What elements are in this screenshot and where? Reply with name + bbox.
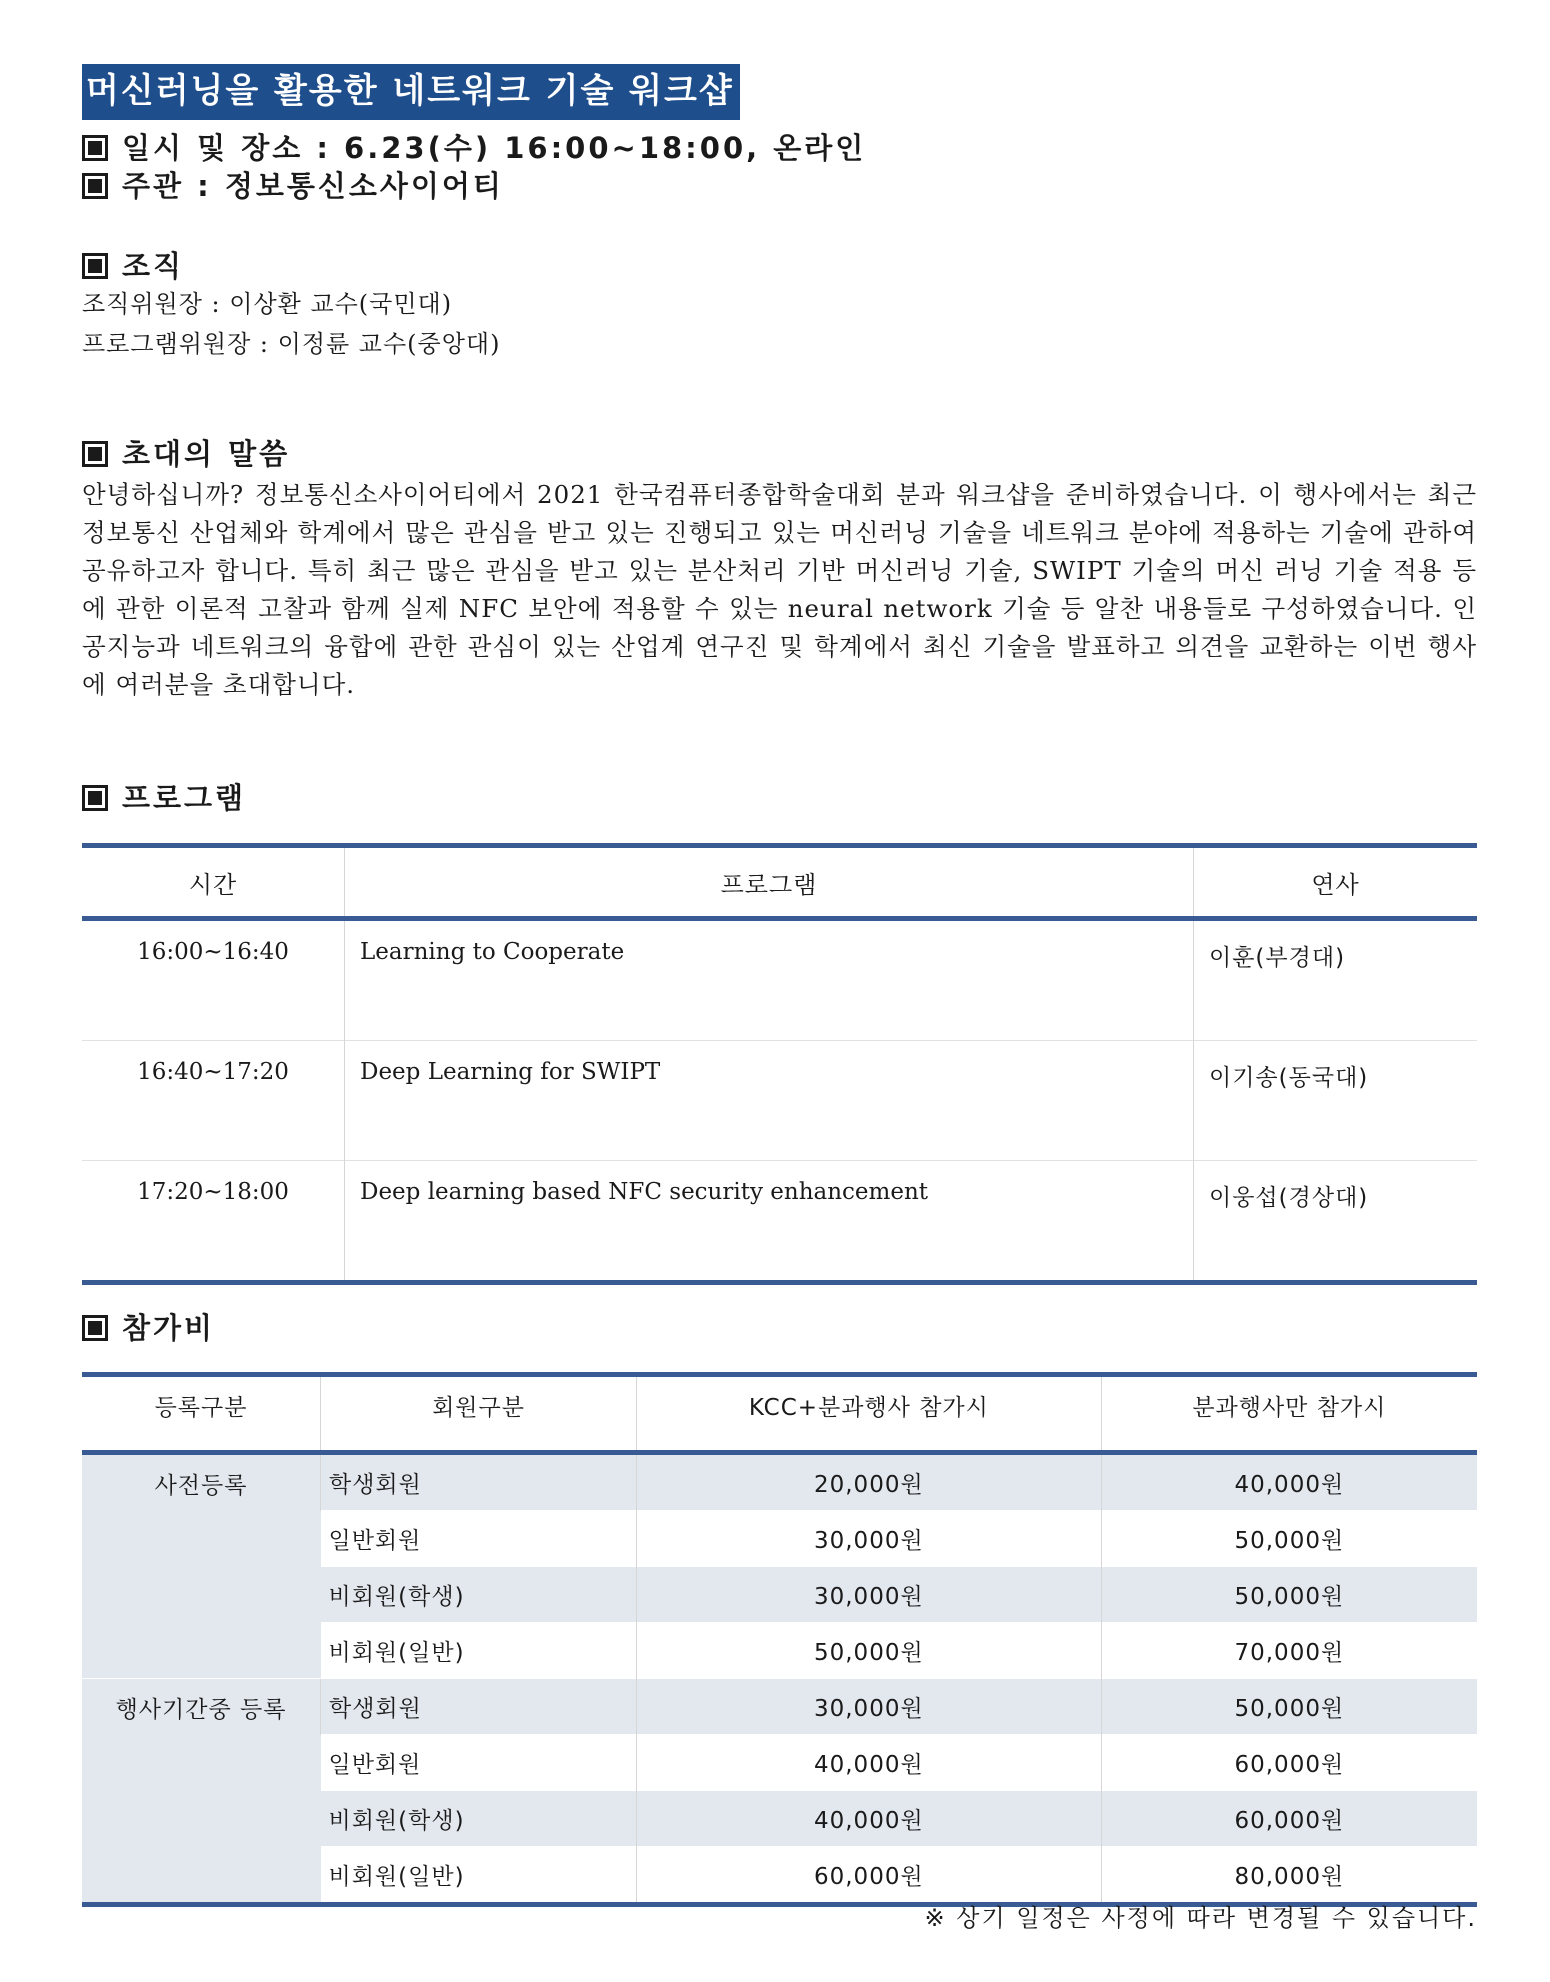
program-chair: 프로그램위원장 : 이정륜 교수(중앙대) [82, 330, 501, 358]
session-title: Learning to Cooperate [345, 919, 1194, 1041]
fees-header-row [82, 1375, 1477, 1453]
organization-heading [82, 246, 184, 286]
fees-header-registration: 등록구분 [82, 1375, 321, 1453]
fee-kcc: 50,000원 [637, 1623, 1102, 1679]
fees-header-only: 분과행사만 참가시 [1101, 1375, 1477, 1453]
program-header-time: 시간 [82, 846, 345, 919]
square-bullet-icon [82, 1315, 108, 1341]
square-bullet-icon [82, 135, 108, 161]
fees-heading [82, 1308, 215, 1348]
member-type: 일반회원 [321, 1735, 637, 1791]
invitation-text: 안녕하십니까? 정보통신소사이어티에서 2021 한국컴퓨터종합학술대회 분과 워크샵을 준비하였습니다. 이 행사에서는 최근 정보통신 산업체와 학계에서 많은 관심을 받고 있는 진행되고 있는 머신러닝 기술을 네트워크 분야에 적용하는 기술에 관하여 공유하고자 합니다. 특히 최근 많은 관심을 받고 있는 분산처리 기반 머신러닝 기술, SWIPT 기술의 머신 러닝 기술 적용 등에 관한 이론적 고찰과 함께 실제 NFC 보안에 적용할 수 있는 neural network 기술 등 알찬 내용들로 구성하였습니다. 인공지능과 네트워크의 융합에 관한 관심이 있는 산업계 연구진 및 학계에서 최신 기술을 발표하고 의견을 교환하는 이번 행사에 여러분을 초대합니다. [82, 480, 1477, 699]
fee-only: 60,000원 [1101, 1791, 1477, 1847]
fee-only: 60,000원 [1101, 1735, 1477, 1791]
fee-kcc: 60,000원 [637, 1847, 1102, 1905]
member-type: 학생회원 [321, 1679, 637, 1735]
fee-only: 40,000원 [1101, 1453, 1477, 1511]
square-bullet-icon [82, 785, 108, 811]
fee-kcc: 40,000원 [637, 1791, 1102, 1847]
host-heading [82, 166, 504, 206]
program-header-speaker: 연사 [1194, 846, 1478, 919]
fee-kcc: 30,000원 [637, 1567, 1102, 1623]
member-type: 비회원(일반) [321, 1847, 637, 1905]
registration-group: 사전등록 [82, 1453, 321, 1679]
program-header-row [82, 846, 1477, 919]
fees-heading-text: 참가비 [122, 1311, 216, 1345]
invitation-heading [82, 434, 290, 474]
fee-kcc: 30,000원 [637, 1511, 1102, 1567]
fee-kcc: 40,000원 [637, 1735, 1102, 1791]
member-type: 비회원(학생) [321, 1791, 637, 1847]
program-header-program: 프로그램 [345, 846, 1194, 919]
organizing-chair: 조직위원장 : 이상환 교수(국민대) [82, 290, 453, 318]
square-bullet-icon [82, 173, 108, 199]
table-row [82, 1679, 1477, 1735]
fee-only: 50,000원 [1101, 1567, 1477, 1623]
datetime-heading [82, 128, 866, 168]
session-speaker: 이기송(동국대) [1194, 1041, 1478, 1161]
fee-only: 70,000원 [1101, 1623, 1477, 1679]
organization-heading-text: 조직 [122, 249, 185, 283]
program-heading [82, 778, 246, 818]
fee-only: 50,000원 [1101, 1679, 1477, 1735]
square-bullet-icon [82, 253, 108, 279]
host-text: 주관 : 정보통신소사이어티 [122, 169, 504, 203]
datetime-text: 일시 및 장소 : 6.23(수) 16:00~18:00, 온라인 [122, 131, 867, 165]
square-bullet-icon [82, 441, 108, 467]
member-type: 비회원(학생) [321, 1567, 637, 1623]
table-row [82, 1041, 1477, 1161]
table-row [82, 1161, 1477, 1283]
session-title: Deep Learning for SWIPT [345, 1041, 1194, 1161]
fees-table [82, 1372, 1477, 1907]
fee-kcc: 30,000원 [637, 1679, 1102, 1735]
session-speaker: 이훈(부경대) [1194, 919, 1478, 1041]
schedule-note: ※ 상기 일정은 사정에 따라 변경될 수 있습니다. [924, 1904, 1477, 1932]
member-type: 비회원(일반) [321, 1623, 637, 1679]
invitation-heading-text: 초대의 말씀 [122, 437, 291, 471]
member-type: 일반회원 [321, 1511, 637, 1567]
table-row [82, 1453, 1477, 1511]
fee-only: 80,000원 [1101, 1847, 1477, 1905]
session-speaker: 이웅섭(경상대) [1194, 1161, 1478, 1283]
program-table [82, 843, 1477, 1285]
session-title: Deep learning based NFC security enhancement [345, 1161, 1194, 1283]
fees-header-member: 회원구분 [321, 1375, 637, 1453]
table-row [82, 919, 1477, 1041]
session-time: 17:20~18:00 [82, 1161, 345, 1283]
fee-kcc: 20,000원 [637, 1453, 1102, 1511]
session-time: 16:40~17:20 [82, 1041, 345, 1161]
fees-header-kcc: KCC+분과행사 참가시 [637, 1375, 1102, 1453]
registration-group: 행사기간중 등록 [82, 1679, 321, 1905]
page-title: 머신러닝을 활용한 네트워크 기술 워크샵 [82, 64, 740, 120]
session-time: 16:00~16:40 [137, 939, 289, 965]
member-type: 학생회원 [321, 1453, 637, 1511]
program-heading-text: 프로그램 [122, 781, 247, 815]
fee-only: 50,000원 [1101, 1511, 1477, 1567]
